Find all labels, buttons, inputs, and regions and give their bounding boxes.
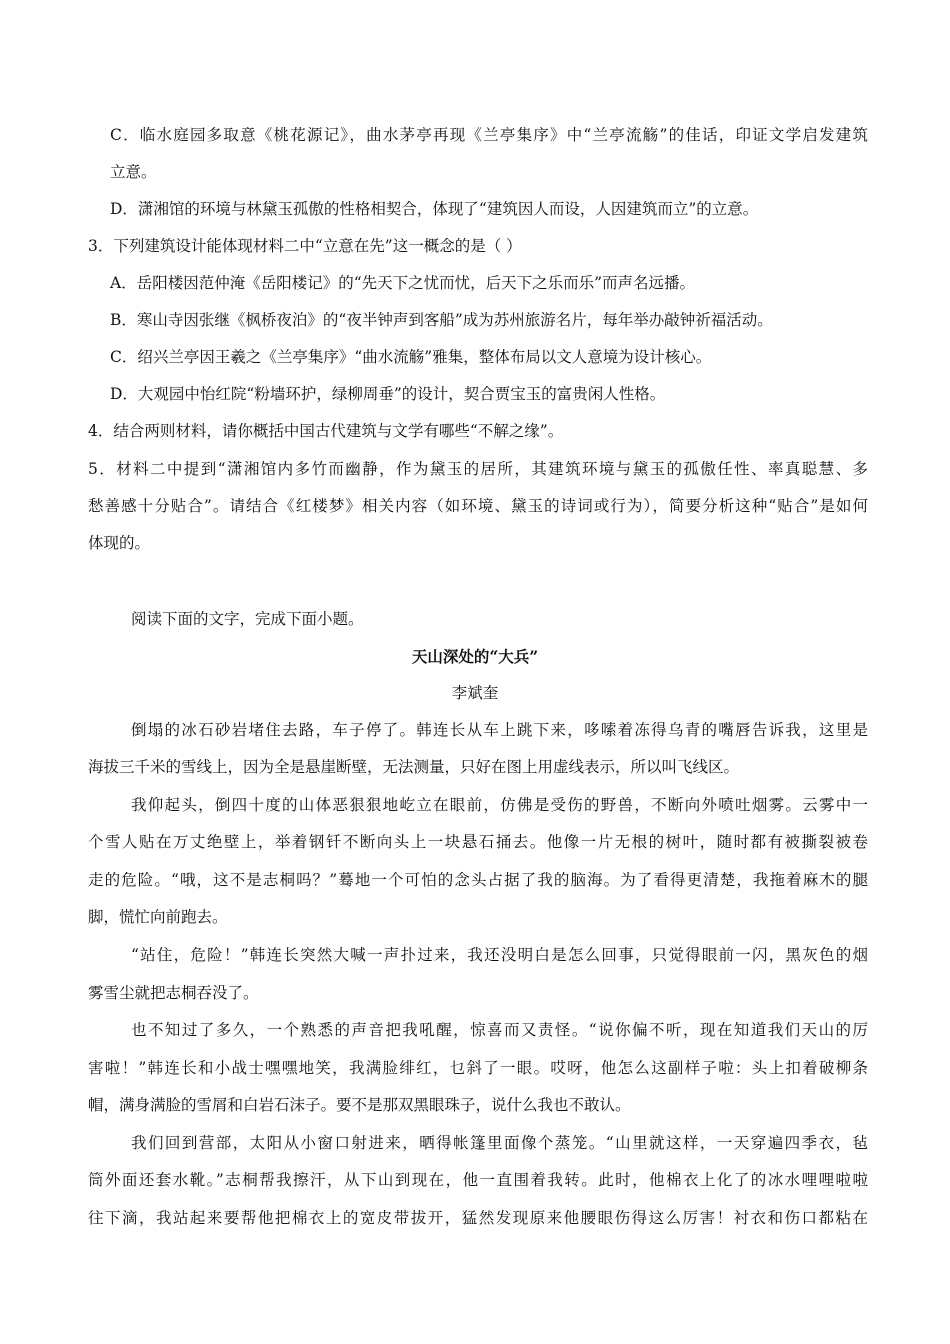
paragraph-1-line1: 倒塌的冰石砂岩堵住去路，车子停了。韩连长从车上跳下来，哆嗦着冻得乌青的嘴唇告诉我，这里是 — [131, 721, 868, 739]
paragraph-3-line1: “站住，危险！”韩连长突然大喊一声扑过来，我还没明白是怎么回事，只觉得眼前一闪，黑灰色的烟 — [131, 946, 868, 964]
paragraph-5-line1: 我们回到营部，太阳从小窗口射进来，晒得帐篷里面像个蒸笼。“山里就这样，一天穿遍四季衣，毡 — [131, 1134, 868, 1152]
reading-instruction: 阅读下面的文字，完成下面小题。 — [131, 610, 364, 628]
q3-option-b: B．寒山寺因张继《枫桥夜泊》的“夜半钟声到客船”成为苏州旅游名片，每年举办敲钟祈福活动。 — [110, 311, 773, 329]
q3-stem: 3．下列建筑设计能体现材料二中“立意在先”这一概念的是（ ） — [88, 237, 522, 255]
q5-line2: 愁善感十分贴合”。请结合《红楼梦》相关内容（如环境、黛玉的诗词或行为），简要分析这种“贴合”是如何 — [88, 497, 868, 515]
paragraph-4-line1: 也不知过了多久，一个熟悉的声音把我吼醒，惊喜而又责怪。“说你偏不听，现在知道我们天山的厉 — [131, 1021, 868, 1039]
q2-option-c-line2: 立意。 — [110, 163, 157, 181]
q2-option-d: D．潇湘馆的环境与林黛玉孤傲的性格相契合，体现了“建筑因人而设，人因建筑而立”的立意。 — [110, 200, 759, 218]
paragraph-2-line1: 我仰起头，倒四十度的山体恶狠狠地屹立在眼前，仿佛是受伤的野兽，不断向外喷吐烟雾。云雾中一 — [131, 796, 868, 814]
paragraph-4-line2: 害啦！”韩连长和小战士嘿嘿地笑，我满脸绯红，乜斜了一眼。哎呀，他怎么这副样子啦：头上扣着破柳条 — [88, 1059, 868, 1077]
q5-line3: 体现的。 — [88, 534, 151, 552]
q3-option-d: D．大观园中怡红院“粉墙环护，绿柳周垂”的设计，契合贾宝玉的富贵闲人性格。 — [110, 385, 666, 403]
paragraph-3-line2: 雾雪尘就把志桐吞没了。 — [88, 984, 259, 1002]
q5-line1: 5．材料二中提到“潇湘馆内多竹而幽静，作为黛玉的居所，其建筑环境与黛玉的孤傲任性、率真聪慧、多 — [88, 460, 868, 478]
article-author: 李斌奎 — [451, 684, 499, 702]
q2-option-c-line1: C．临水庭园多取意《桃花源记》，曲水茅亭再现《兰亭集序》中“兰亭流觞”的佳话，印证文学启发建筑 — [110, 126, 868, 144]
article-title: 天山深处的“大兵” — [411, 647, 539, 666]
q4-stem: 4．结合两则材料，请你概括中国古代建筑与文学有哪些“不解之缘”。 — [88, 422, 564, 440]
paragraph-4-line3: 帽，满身满脸的雪屑和白岩石沫子。要不是那双黑眼珠子，说什么我也不敢认。 — [88, 1096, 631, 1114]
paragraph-5-line2: 筒外面还套水靴。”志桐帮我擦汗，从下山到现在，他一直围着我转。此时，他棉衣上化了的冰水哩哩啦啦 — [88, 1171, 868, 1189]
paragraph-2-line3: 走的危险。“哦，这不是志桐吗？”蓦地一个可怕的念头占据了我的脑海。为了看得更清楚，我拖着麻木的腿 — [88, 871, 868, 889]
paragraph-2-line4: 脚，慌忙向前跑去。 — [88, 908, 228, 926]
q3-option-c: C．绍兴兰亭因王羲之《兰亭集序》“曲水流觞”雅集，整体布局以文人意境为设计核心。 — [110, 348, 712, 366]
q3-option-a: A．岳阳楼因范仲淹《岳阳楼记》的“先天下之忧而忧，后天下之乐而乐”而声名远播。 — [110, 274, 696, 292]
paragraph-5-line3: 往下滴，我站起来要帮他把棉衣上的宽皮带拔开，猛然发现原来他腰眼伤得这么厉害！衬衣和伤口都粘在 — [88, 1209, 868, 1227]
paragraph-2-line2: 个雪人贴在万丈绝壁上，举着钢钎不断向头上一块悬石捅去。他像一片无根的树叶，随时都有被撕裂被卷 — [88, 833, 868, 851]
paragraph-1-line2: 海拔三千米的雪线上，因为全是悬崖断壁，无法测量，只好在图上用虚线表示，所以叫飞线区。 — [88, 758, 740, 776]
